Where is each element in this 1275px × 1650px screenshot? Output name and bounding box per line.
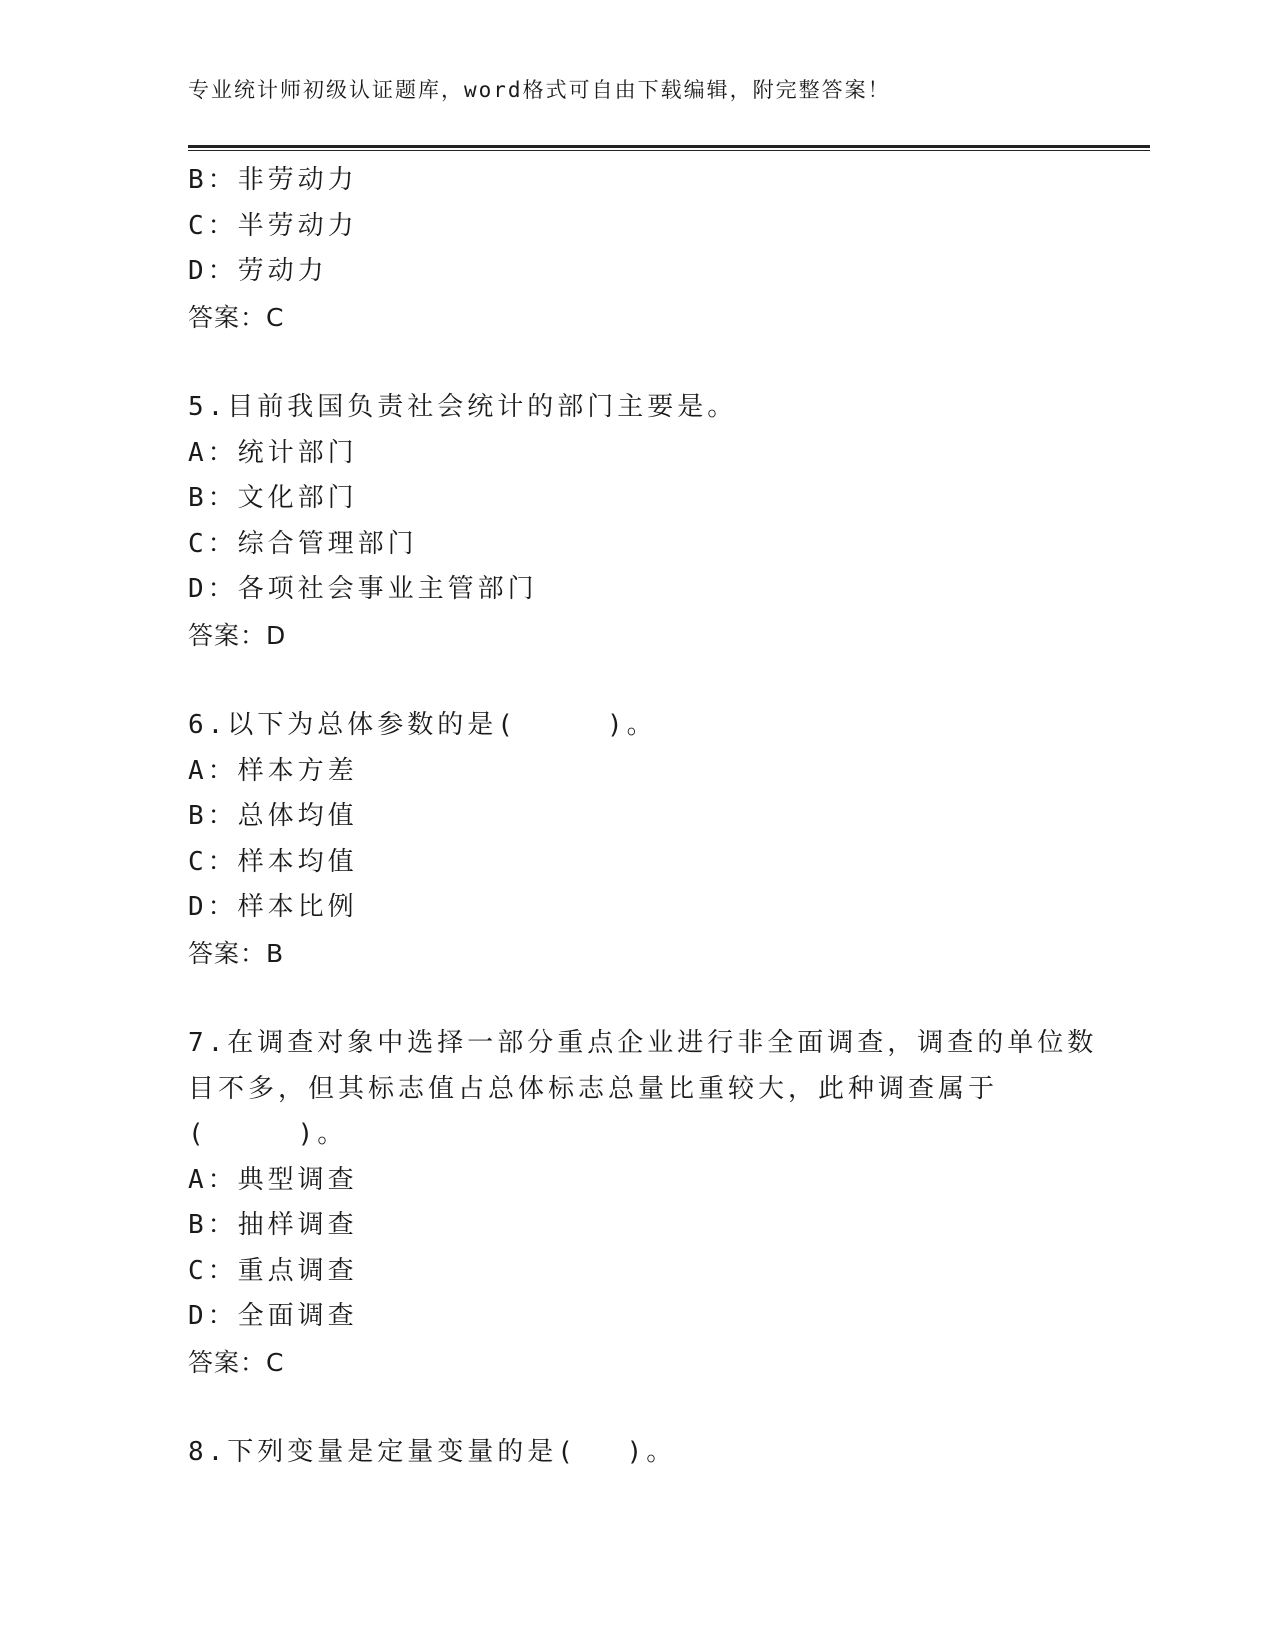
option-b: B：文化部门 — [188, 483, 358, 513]
question-6 — [188, 703, 1088, 976]
option-c: C：样本均值 — [188, 846, 358, 877]
option-c: C：综合管理部门 — [188, 528, 418, 559]
answer: 答案：C — [188, 302, 285, 332]
question-7 — [188, 1021, 1098, 1385]
option-d: D：全面调查 — [188, 1301, 358, 1331]
page-header: 专业统计师初级认证题库，word格式可自由下载编辑，附完整答案！ — [188, 78, 891, 102]
option-d: D：劳动力 — [188, 256, 328, 286]
option-a: A：典型调查 — [188, 1164, 358, 1195]
option-a: A：样本方差 — [188, 755, 358, 786]
header-rule — [188, 145, 1150, 151]
question-stem-line-2: 目不多，但其标志值占总体标志总量比重较大，此种调查属于 — [188, 1073, 999, 1104]
document-body — [188, 158, 1098, 1476]
option-c: C：半劳动力 — [188, 210, 358, 241]
question-stem: 6.以下为总体参数的是( )。 — [188, 710, 657, 740]
answer: 答案：D — [188, 620, 287, 650]
question-stem: 8.下列变量是定量变量的是( )。 — [188, 1437, 677, 1467]
option-c: C：重点调查 — [188, 1255, 358, 1286]
question-stem-line-1: 7.在调查对象中选择一部分重点企业进行非全面调查，调查的单位数 — [188, 1028, 1098, 1058]
option-b: B：非劳动力 — [188, 165, 358, 195]
option-a: A：统计部门 — [188, 437, 358, 468]
question-stem: 5.目前我国负责社会统计的部门主要是。 — [188, 392, 738, 422]
question-4-continued — [188, 158, 1088, 340]
question-8 — [188, 1430, 1088, 1476]
option-b: B：总体均值 — [188, 801, 358, 831]
answer: 答案：C — [188, 1347, 285, 1377]
answer: 答案：B — [188, 938, 285, 968]
option-d: D：样本比例 — [188, 892, 358, 922]
option-d: D：各项社会事业主管部门 — [188, 574, 538, 604]
question-5 — [188, 385, 1088, 658]
question-stem-line-3: ( )。 — [188, 1119, 348, 1149]
option-b: B：抽样调查 — [188, 1210, 358, 1240]
